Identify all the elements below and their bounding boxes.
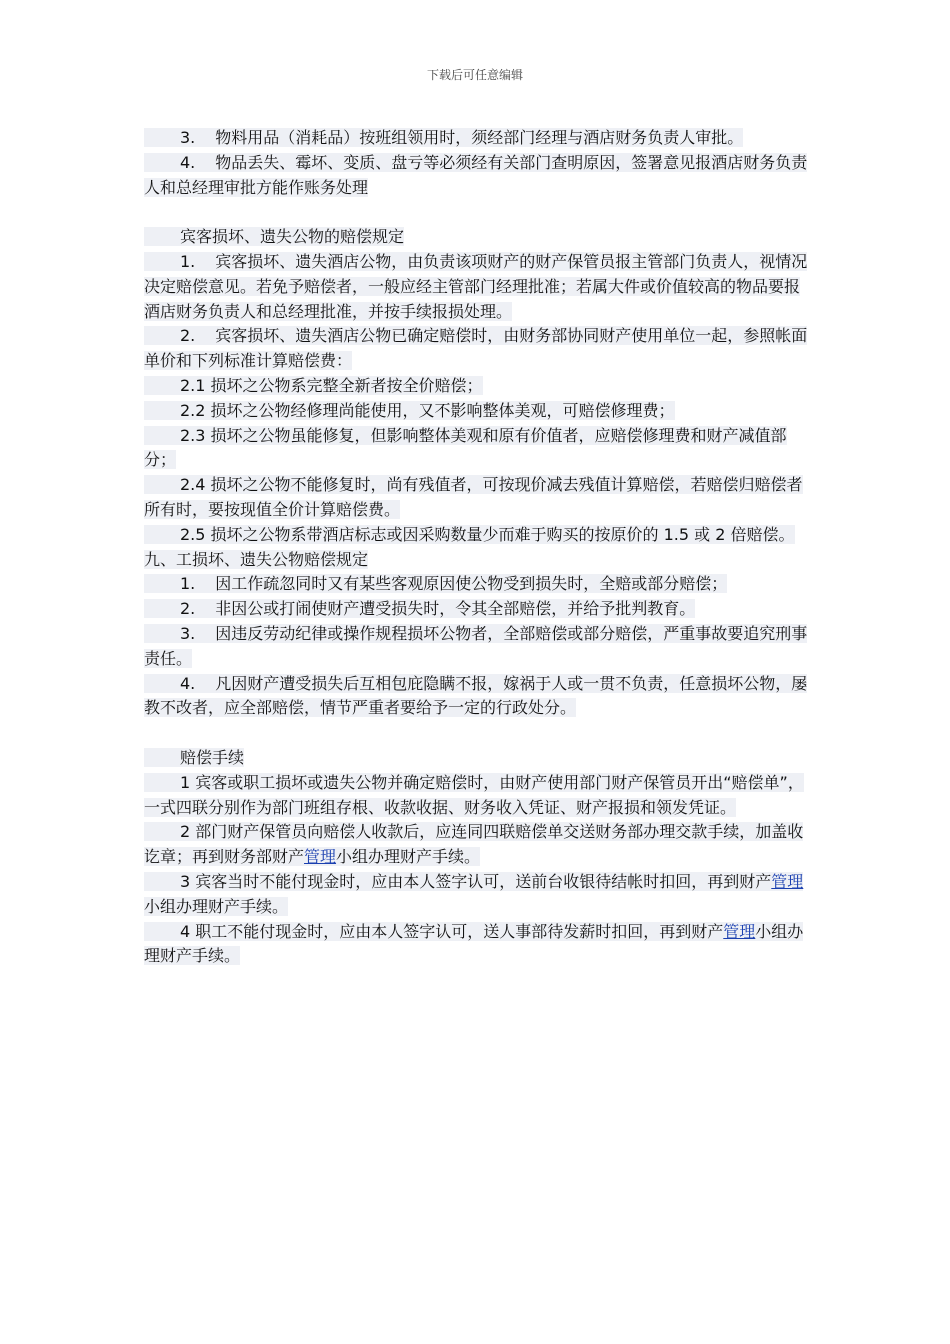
sub-item: 2.5 损坏之公物系带酒店标志或因采购数量少而难于购买的按原价的 1.5 或 2 倍赔偿。 <box>144 523 808 548</box>
blank-line <box>144 721 808 746</box>
list-item: 2. 非因公或打闹使财产遭受损失时，令其全部赔偿，并给予批判教育。 <box>144 597 808 622</box>
list-item: 4. 凡因财产遭受损失后互相包庇隐瞒不报，嫁祸于人或一贯不负责，任意损坏公物，屡教不改者，应全部赔偿，情节严重者要给予一定的行政处分。 <box>144 673 808 718</box>
management-link[interactable]: 管理 <box>304 847 337 867</box>
section-title: 宾客损坏、遗失公物的赔偿规定 <box>144 225 808 250</box>
sub-item: 2.4 损坏之公物不能修复时，尚有残值者，可按现价减去残值计算赔偿，若赔偿归赔偿者所有时，要按现值全价计算赔偿费。 <box>144 475 803 519</box>
list-item: 3. 因违反劳动纪律或操作规程损坏公物者，全部赔偿或部分赔偿，严重事故要追究刑事责任。 <box>144 623 808 668</box>
list-item: 1. 因工作疏忽同时又有某些客观原因使公物受到损失时，全赔或部分赔偿； <box>144 572 808 597</box>
page-header-note: 下载后可任意编辑 <box>426 68 523 82</box>
procedure-step: 1 宾客或职工损坏或遗失公物并确定赔偿时，由财产使用部门财产保管员开出“赔偿单”，一式四联分别作为部门班组存根、收款收据、财务收入凭证、财产报损和领发凭证。 <box>144 772 804 817</box>
sub-item: 2.1 损坏之公物系完整全新者按全价赔偿； <box>144 374 808 399</box>
sub-item: 2.2 损坏之公物经修理尚能使用，又不影响整体美观，可赔偿修理费； <box>144 399 808 424</box>
section-title: 赔偿手续 <box>144 746 808 771</box>
list-item: 1. 宾客损坏、遗失酒店公物，由负责该项财产的财产保管员报主管部门负责人，视情况决定赔偿意见。若免予赔偿者，一般应经主管部门经理批准；若属大件或价值较高的物品要报酒店财务负责人和总经理批准，并按手续报损处理。 <box>144 251 808 321</box>
procedure-step: 3 宾客当时不能付现金时，应由本人签字认可，送前台收银待结帐时扣回，再到财产管理小组办理财产手续。 <box>144 871 804 916</box>
section-title: 九、工损坏、遗失公物赔偿规定 <box>144 549 369 569</box>
document-body <box>144 126 808 969</box>
management-link[interactable]: 管理 <box>723 921 756 941</box>
list-item: 2. 宾客损坏、遗失酒店公物已确定赔偿时，由财务部协同财产使用单位一起，参照帐面单价和下列标准计算赔偿费： <box>144 326 808 371</box>
list-item: 4. 物品丢失、霉坏、变质、盘亏等必须经有关部门查明原因，签署意见报酒店财务负责人和总经理审批方能作账务处理 <box>144 152 808 197</box>
blank-line <box>144 200 808 225</box>
procedure-step: 4 职工不能付现金时，应由本人签字认可，送人事部待发薪时扣回，再到财产管理小组办理财产手续。 <box>144 921 804 966</box>
procedure-step: 2 部门财产保管员向赔偿人收款后，应连同四联赔偿单交送财务部办理交款手续，加盖收讫章；再到财务部财产管理小组办理财产手续。 <box>144 822 804 867</box>
management-link[interactable]: 管理 <box>771 871 804 891</box>
sub-item: 2.3 损坏之公物虽能修复，但影响整体美观和原有价值者，应赔偿修理费和财产减值部分； <box>144 425 787 470</box>
list-item: 3. 物料用品（消耗品）按班组领用时，须经部门经理与酒店财务负责人审批。 <box>144 126 808 151</box>
